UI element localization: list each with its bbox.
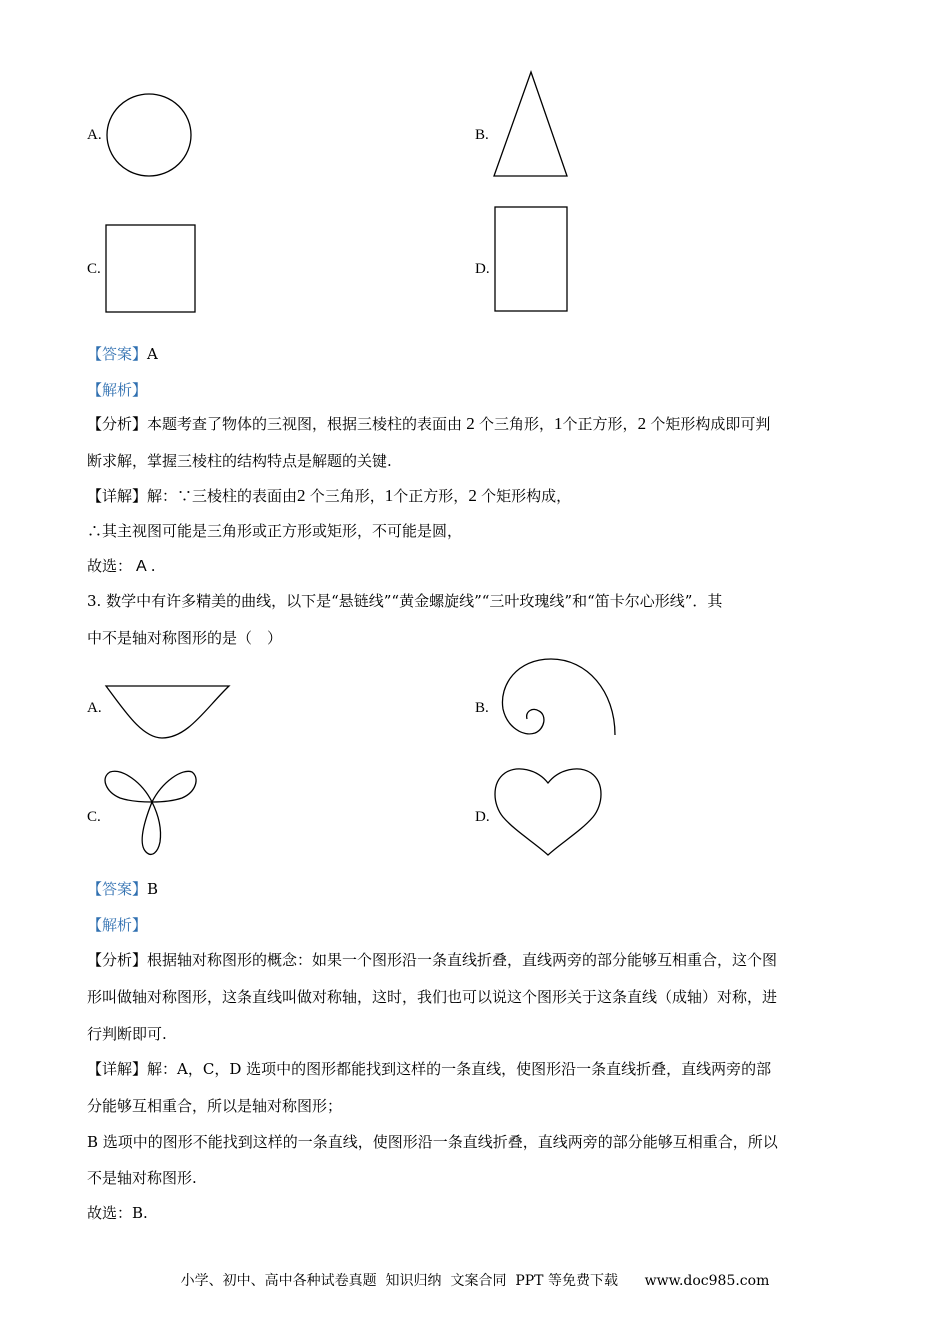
q2-conclusion: ∴其主视图可能是三角形或正方形或矩形，不可能是圆， (87, 522, 463, 540)
cardioid-heart-figure (493, 765, 605, 860)
q3-stem-line1: 3. 数学中有许多精美的曲线，以下是“悬链线”“黄金螺旋线”“三叶玫瑰线”和“笛卡尔心形线”．其 (87, 592, 723, 610)
option-b-label: B. (475, 700, 489, 716)
three-leaf-rose-figure (102, 764, 200, 859)
option-c-label: C. (87, 809, 101, 825)
q2-answer (87, 344, 158, 364)
circle-figure (105, 93, 193, 179)
q3-xiangjie-line2: 分能够互相重合，所以是轴对称图形； (87, 1097, 343, 1115)
catenary-figure (104, 682, 234, 744)
q3-xiangjie-line1: 【详解】解：A，C，D 选项中的图形都能找到这样的一条直线，使图形沿一条直线折叠，直线两旁的部 (87, 1060, 772, 1078)
analysis-tag: 【解析】 (87, 916, 148, 934)
answer-tag: 【答案】 (87, 880, 148, 898)
q3-fenxi-line1: 【分析】根据轴对称图形的概念：如果一个图形沿一条直线折叠，直线两旁的部分能够互相重合，这个图 (87, 951, 778, 969)
q3-fenxi-line3: 行判断即可. (87, 1025, 167, 1043)
q3-xiangjie-line4: 不是轴对称图形. (87, 1169, 197, 1187)
answer-value: B (147, 880, 159, 898)
q2-fenxi-line2: 断求解，掌握三棱柱的结构特点是解题的关键. (87, 452, 392, 470)
option-b-label: B. (475, 127, 489, 143)
option-d-label: D. (475, 261, 490, 277)
answer-tag: 【答案】 (87, 345, 148, 363)
q2-xiangjie: 【详解】解：∵三棱柱的表面由2 个三角形，1个正方形，2 个矩形构成， (87, 486, 572, 505)
q3-fenxi-line2: 形叫做轴对称图形，这条直线叫做对称轴，这时，我们也可以说这个图形关于这条直线（成轴）对称，进 (87, 988, 778, 1006)
q2-fenxi-line1: 【分析】本题考查了物体的三视图，根据三棱柱的表面由 2 个三角形，1个正方形，2 个矩形构成即可判 (87, 414, 771, 433)
option-d-label: D. (475, 809, 490, 825)
q3-stem-line2: 中不是轴对称图形的是（ ） (87, 629, 283, 647)
option-a-label: A. (87, 127, 102, 143)
option-a-label: A. (87, 700, 102, 716)
q3-answer (87, 879, 158, 899)
golden-spiral-figure (495, 655, 620, 741)
triangle-figure (492, 70, 570, 180)
analysis-tag: 【解析】 (87, 381, 148, 399)
square-figure (104, 223, 198, 315)
page-footer: 小学、初中、高中各种试卷真题 知识归纳 文案合同 PPT 等免费下载 www.doc985.com (180, 1273, 770, 1289)
option-c-label: C. (87, 261, 101, 277)
q3-choose: 故选：B. (87, 1204, 148, 1222)
q2-choose: 故选： A . (87, 557, 156, 575)
rectangle-figure (493, 205, 571, 315)
q3-xiangjie-line3: B 选项中的图形不能找到这样的一条直线，使图形沿一条直线折叠，直线两旁的部分能够互相重合，所以 (87, 1133, 778, 1151)
answer-value: A (147, 345, 158, 363)
